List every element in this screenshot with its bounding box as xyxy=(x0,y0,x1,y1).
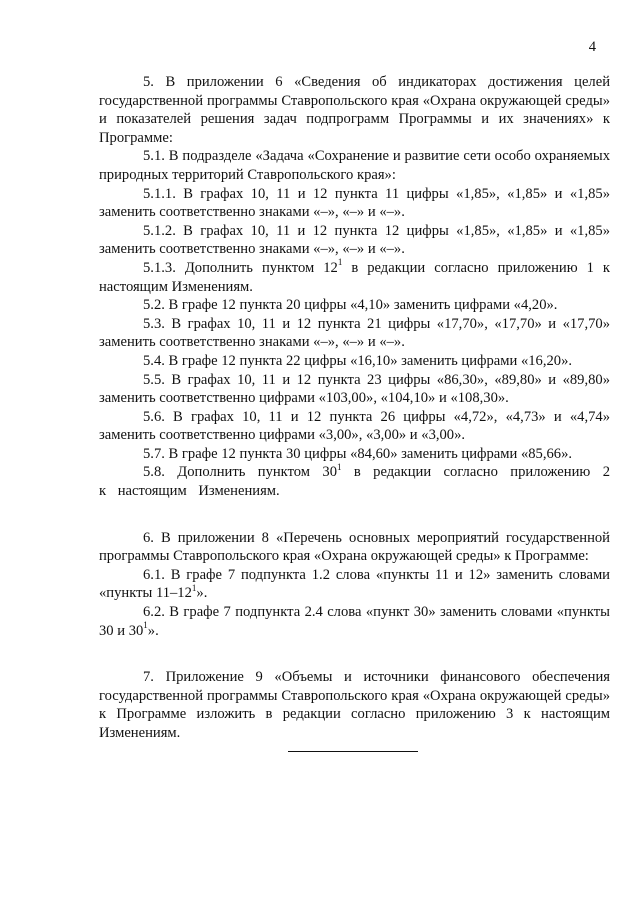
paragraph-5-1: 5.1. В подразделе «Задача «Сохранение и развитие сети особо охраняемых природных территорий Ставропольского края»: xyxy=(99,148,610,183)
paragraph-5-1-3-superscript: 1 xyxy=(337,257,343,268)
paragraph-5-8-text-b: в редакции согласно приложению 2 к настоящим Изменениям. xyxy=(99,464,610,500)
paragraph-6-2-text-b: ». xyxy=(147,622,159,639)
paragraph-5-1-3 xyxy=(99,259,610,296)
paragraph-6-1-superscript: 1 xyxy=(191,582,197,593)
paragraph-5-4: 5.4. В графе 12 пункта 22 цифры «16,10» заменить цифрами «16,20». xyxy=(143,352,573,369)
section-7: 7. Приложение 9 «Объемы и источники финансового обеспечения государственной программы Ставропольского края «Охрана окружающей среды» к Программе изложить в редакции согласно приложению 3 к настоящим Изменениям. xyxy=(99,669,610,741)
paragraph-5-7: 5.7. В графе 12 пункта 30 цифры «84,60» заменить цифрами «85,66». xyxy=(143,445,573,462)
section-6-intro: 6. В приложении 8 «Перечень основных мероприятий государственной программы Ставропольского края «Охрана окружающей среды» к Программе: xyxy=(99,529,610,565)
section-5-intro: 5. В приложении 6 «Сведения об индикаторах достижения целей государственной программы Ставропольского края «Охрана окружающей среды» и показателей решения задач подпрограмм Программы и их значениях» к Программе: xyxy=(99,74,610,146)
paragraph-5-8-text-a: 5.8. Дополнить пунктом 30 xyxy=(143,464,337,481)
paragraph-6-1-text-a: 6.1. В графе 7 подпункта 1.2 слова «пункты 11 и 12» заменить словами «пункты 11–12 xyxy=(99,566,610,602)
paragraph-6-1 xyxy=(99,566,610,603)
paragraph-5-1-2: 5.1.2. В графах 10, 11 и 12 пункта 12 цифры «1,85», «1,85» и «1,85» заменить соответственно знаками «–», «–» и «–». xyxy=(99,222,610,258)
document-body xyxy=(99,73,610,743)
paragraph-5-2: 5.2. В графе 12 пункта 20 цифры «4,10» заменить цифрами «4,20». xyxy=(143,297,558,314)
paragraph-5-1-3-text-b: в редакции согласно приложению 1 к настоящим Изменениям. xyxy=(99,259,611,295)
paragraph-5-3: 5.3. В графах 10, 11 и 12 пункта 21 цифры «17,70», «17,70» и «17,70» заменить соответственно знаками «–», «–» и «–». xyxy=(99,315,610,351)
paragraph-5-6: 5.6. В графах 10, 11 и 12 пункта 26 цифры «4,72», «4,73» и «4,74» заменить соответственно цифрами «3,00», «3,00» и «3,00». xyxy=(99,408,610,444)
end-divider xyxy=(288,751,418,752)
paragraph-6-2 xyxy=(99,603,610,640)
paragraph-5-5: 5.5. В графах 10, 11 и 12 пункта 23 цифры «86,30», «89,80» и «89,80» заменить соответственно цифрами «103,00», «104,10» и «108,30». xyxy=(99,371,610,407)
page-number: 4 xyxy=(588,39,596,55)
paragraph-5-1-1: 5.1.1. В графах 10, 11 и 12 пункта 11 цифры «1,85», «1,85» и «1,85» заменить соответственно знаками «–», «–» и «–». xyxy=(99,185,610,221)
paragraph-6-2-text-a: 6.2. В графе 7 подпункта 2.4 слова «пункт 30» заменить словами «пункты 30 и 30 xyxy=(99,604,610,639)
paragraph-5-8-superscript: 1 xyxy=(337,461,342,472)
paragraph-5-1-3-text-a: 5.1.3. Дополнить пунктом 12 xyxy=(143,259,338,276)
paragraph-6-2-superscript: 1 xyxy=(143,619,148,630)
paragraph-5-8 xyxy=(99,463,610,500)
paragraph-6-1-text-b: ». xyxy=(196,585,208,602)
